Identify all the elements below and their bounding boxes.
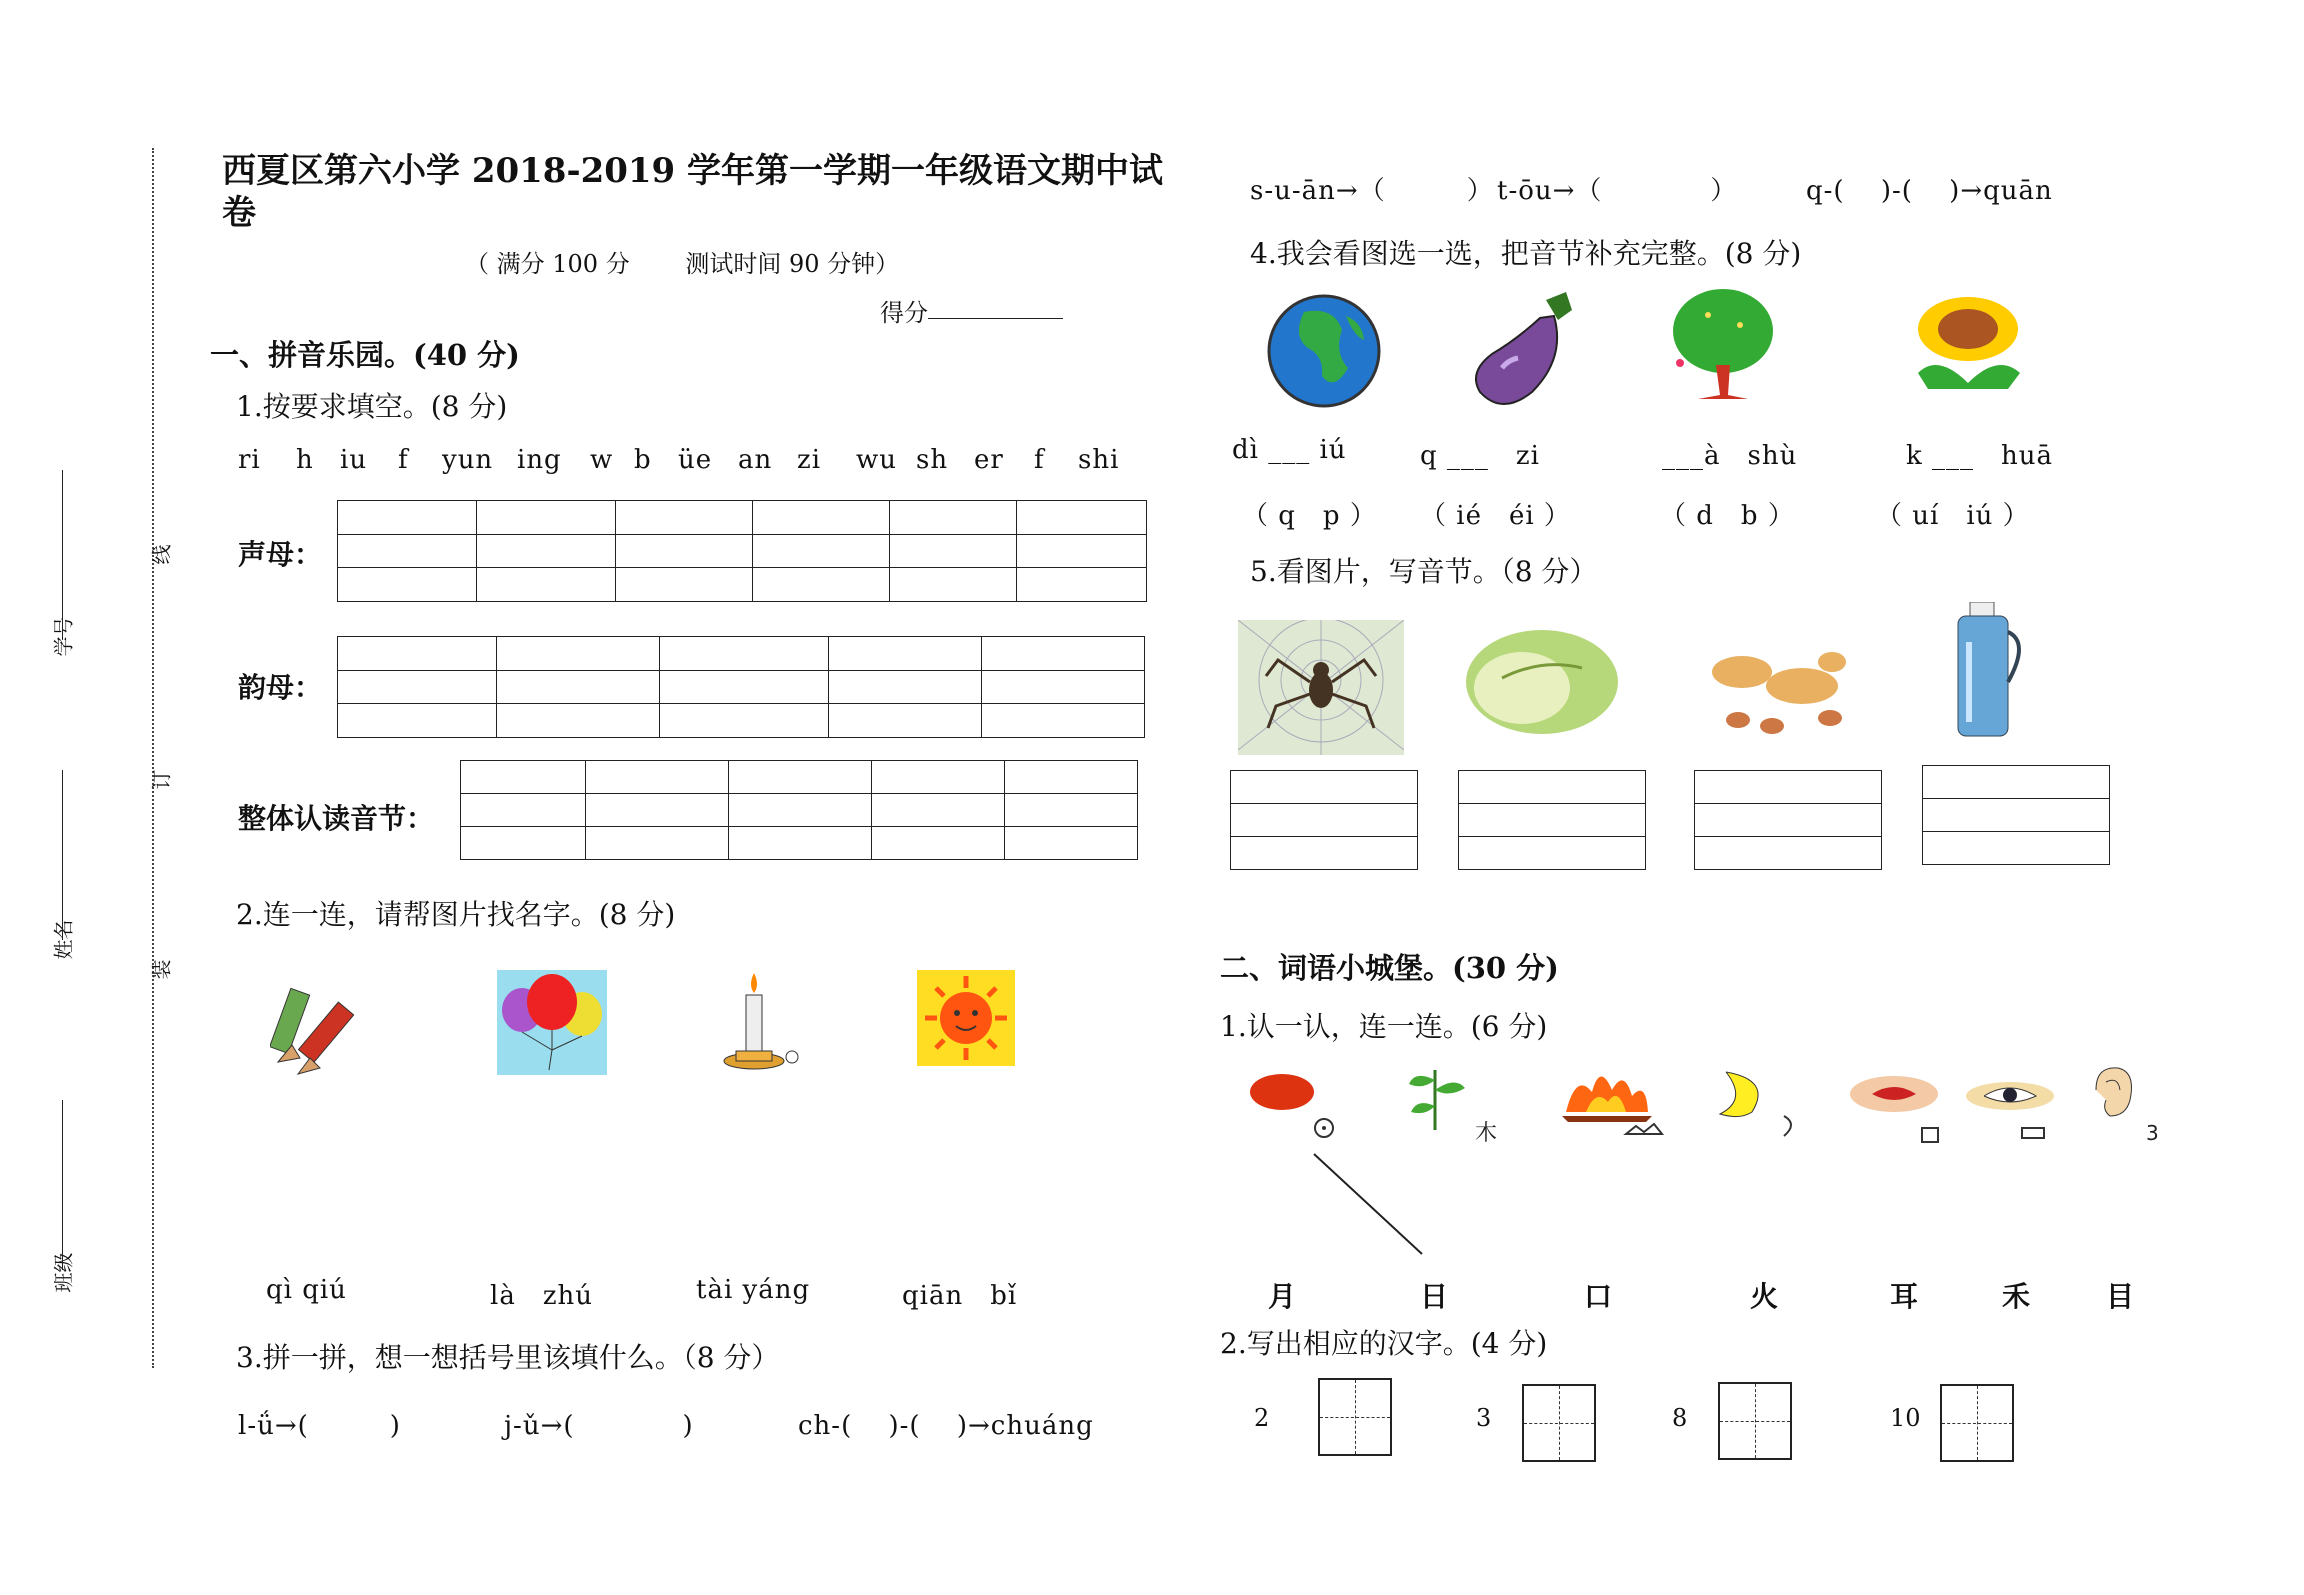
q5-answer-box[interactable] bbox=[1694, 770, 1882, 870]
name-item[interactable]: là zhú bbox=[490, 1281, 594, 1311]
pencil-icon bbox=[270, 970, 380, 1080]
eggplant-icon bbox=[1462, 288, 1582, 410]
pinyin-item: f bbox=[398, 445, 409, 475]
pinyin-item: f bbox=[1034, 445, 1045, 475]
name-item[interactable]: tài yáng bbox=[696, 1275, 811, 1305]
tian-grid[interactable] bbox=[1940, 1384, 2014, 1462]
q3-item[interactable]: ch-( )-( )→chuáng bbox=[798, 1411, 1094, 1441]
q4-syllable[interactable]: dì ___ iú bbox=[1232, 435, 1347, 465]
globe-icon bbox=[1264, 292, 1384, 410]
s2-q2-title: 2.写出相应的汉字。(4 分) bbox=[1220, 1327, 1548, 1360]
s2-character[interactable]: 日 bbox=[1420, 1280, 1449, 1313]
q3-item[interactable]: t-ōu→（ ） bbox=[1497, 176, 1738, 206]
cabbage-icon bbox=[1462, 618, 1624, 743]
q5-answer-box[interactable] bbox=[1230, 770, 1418, 870]
pinyin-item: ri bbox=[238, 445, 261, 475]
class-label: 班级 bbox=[51, 1252, 76, 1293]
svg-text:3: 3 bbox=[2146, 1121, 2159, 1145]
q4-syllable[interactable]: k ___ huā bbox=[1906, 441, 2054, 471]
name-label: 姓名 bbox=[51, 919, 76, 960]
margin-label-zhuang: 装 bbox=[149, 959, 174, 980]
score-label: 得分 bbox=[880, 299, 928, 327]
q4-option[interactable]: （ q p ） bbox=[1242, 501, 1377, 531]
pinyin-item: er bbox=[974, 445, 1004, 475]
q5-title: 5.看图片，写音节。（8 分） bbox=[1250, 555, 1598, 588]
pinyin-item: yun bbox=[442, 445, 494, 475]
mouth-icon bbox=[1844, 1068, 1944, 1148]
score-blank[interactable] bbox=[928, 318, 1063, 319]
q3-title: 3.拼一拼，想一想括号里该填什么。（8 分） bbox=[236, 1341, 780, 1374]
candle-icon bbox=[714, 965, 804, 1077]
tree-icon bbox=[1668, 285, 1778, 403]
margin-label-xian: 线 bbox=[149, 544, 174, 565]
pinyin-item: zi bbox=[797, 445, 822, 475]
q5-answer-box[interactable] bbox=[1922, 765, 2110, 865]
moon-icon bbox=[1712, 1066, 1802, 1146]
sun-disc-icon bbox=[1250, 1070, 1340, 1140]
ear-icon bbox=[2076, 1060, 2166, 1146]
connect-line bbox=[1310, 1150, 1430, 1260]
section1-heading: 一、拼音乐园。(40 分) bbox=[210, 338, 520, 372]
sun-icon bbox=[917, 970, 1015, 1066]
tian-grid[interactable] bbox=[1318, 1378, 1392, 1456]
pinyin-item: h bbox=[296, 445, 314, 475]
name-item[interactable]: qiān bǐ bbox=[902, 1281, 1018, 1311]
margin-label-ding: 订 bbox=[149, 769, 174, 790]
pinyin-item: an bbox=[738, 445, 773, 475]
q4-option[interactable]: （ uí iú ） bbox=[1876, 501, 2030, 531]
tian-grid[interactable] bbox=[1522, 1384, 1596, 1462]
q1-title: 1.按要求填空。(8 分) bbox=[236, 390, 508, 423]
number-label: 8 bbox=[1672, 1404, 1688, 1432]
balloons-icon bbox=[497, 970, 607, 1075]
number-label: 10 bbox=[1890, 1404, 1921, 1432]
pinyin-item: ing bbox=[517, 445, 562, 475]
pinyin-item: iu bbox=[340, 445, 368, 475]
pinyin-item: b bbox=[634, 445, 652, 475]
shengmu-grid[interactable] bbox=[337, 500, 1147, 602]
eye-icon bbox=[1960, 1072, 2060, 1142]
zhengti-grid[interactable] bbox=[460, 760, 1138, 860]
s2-q1-title: 1.认一认，连一连。(6 分) bbox=[1220, 1010, 1548, 1043]
pinyin-item: wu bbox=[856, 445, 897, 475]
exam-title: 西夏区第六小学 2018-2019 学年第一学期一年级语文期中试 bbox=[222, 151, 1164, 191]
q3-item[interactable]: s-u-ān→（ ） bbox=[1250, 176, 1494, 206]
number-label: 2 bbox=[1254, 1404, 1270, 1432]
pinyin-item: w bbox=[590, 445, 614, 475]
yunmu-label: 韵母： bbox=[238, 671, 323, 704]
seedling-icon bbox=[1405, 1060, 1505, 1146]
zhengti-label: 整体认读音节： bbox=[238, 802, 435, 835]
shengmu-label: 声母： bbox=[238, 538, 323, 571]
q4-syllable[interactable]: q ___ zi bbox=[1420, 441, 1540, 471]
s2-character[interactable]: 火 bbox=[1750, 1280, 1779, 1313]
thermos-icon bbox=[1950, 602, 2030, 744]
s2-character[interactable]: 耳 bbox=[1890, 1280, 1919, 1313]
q2-title: 2.连一连，请帮图片找名字。(8 分) bbox=[236, 898, 676, 931]
sunflower-icon bbox=[1908, 293, 2028, 393]
binding-dotted-line bbox=[152, 148, 154, 1368]
exam-title-cont: 卷 bbox=[222, 193, 256, 233]
s2-character[interactable]: 口 bbox=[1584, 1280, 1613, 1313]
exam-subtitle: （ 满分 100 分 测试时间 90 分钟） bbox=[465, 250, 900, 278]
q5-answer-box[interactable] bbox=[1458, 770, 1646, 870]
student-id-label: 学号 bbox=[51, 616, 76, 657]
peanut-icon bbox=[1702, 636, 1852, 736]
pinyin-item: shi bbox=[1078, 445, 1120, 475]
q3-item[interactable]: q-( )-( )→quān bbox=[1806, 176, 2053, 206]
q3-item[interactable]: l-ǘ→( ) bbox=[238, 1411, 401, 1441]
q4-option[interactable]: （ d b ） bbox=[1660, 501, 1795, 531]
spider-icon bbox=[1238, 620, 1404, 755]
q4-syllable[interactable]: ___à shù bbox=[1662, 441, 1798, 471]
name-line[interactable] bbox=[62, 770, 63, 940]
q3-item[interactable]: j-ǔ→( ) bbox=[504, 1411, 694, 1441]
name-item[interactable]: qì qiú bbox=[266, 1275, 347, 1305]
class-line[interactable] bbox=[62, 1100, 63, 1270]
section2-heading: 二、词语小城堡。(30 分) bbox=[1220, 951, 1559, 985]
pinyin-item: sh bbox=[916, 445, 949, 475]
student-id-line[interactable] bbox=[62, 470, 63, 640]
yunmu-grid[interactable] bbox=[337, 636, 1145, 738]
s2-character[interactable]: 禾 bbox=[2002, 1280, 2031, 1313]
q4-option[interactable]: （ ié éi ） bbox=[1420, 501, 1571, 531]
s2-character[interactable]: 目 bbox=[2106, 1280, 2135, 1313]
number-label: 3 bbox=[1476, 1404, 1492, 1432]
q4-title: 4.我会看图选一选，把音节补充完整。(8 分) bbox=[1250, 237, 1802, 270]
tian-grid[interactable] bbox=[1718, 1382, 1792, 1460]
fire-icon bbox=[1556, 1062, 1666, 1142]
s2-character[interactable]: 月 bbox=[1268, 1280, 1297, 1313]
svg-text:木: 木 bbox=[1475, 1121, 1498, 1146]
pinyin-item: üe bbox=[678, 445, 713, 475]
